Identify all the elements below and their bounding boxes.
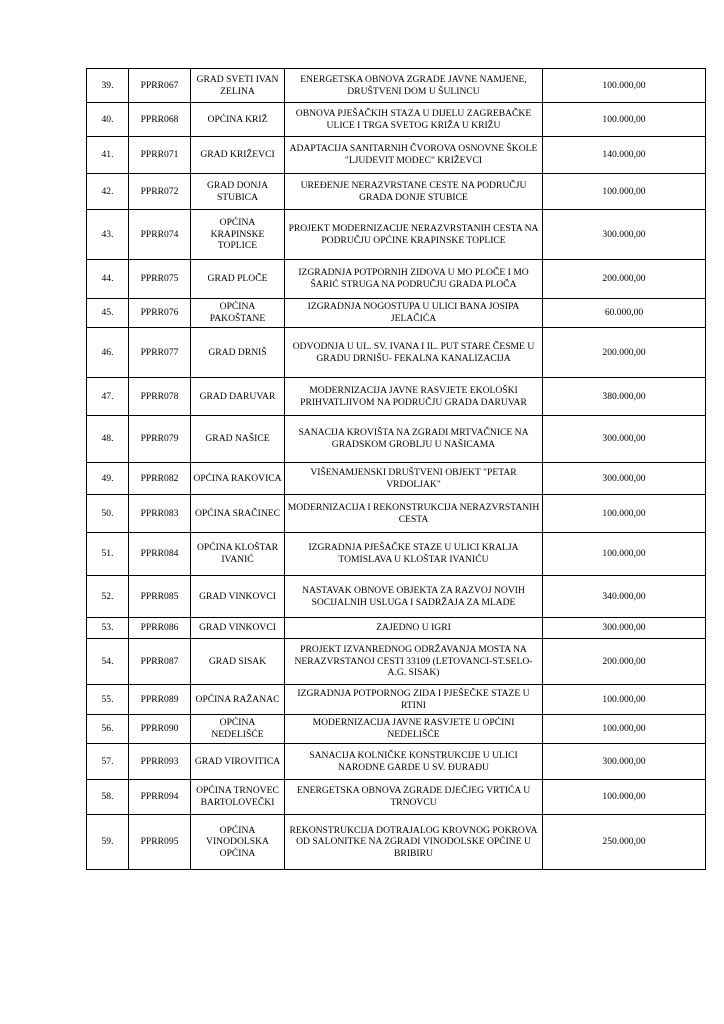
project-title: IZGRADNJA POTPORNOG ZIDA I PJEŠEČKE STAZE U RTINI — [285, 685, 543, 715]
applicant-name: GRAD DRNIŠ — [191, 328, 285, 378]
project-code: PPRR085 — [129, 576, 191, 618]
applicant-name: OPĆINA VINODOLSKA OPĆINA — [191, 815, 285, 870]
row-number: 55. — [87, 685, 129, 715]
amount-value: 200.000,00 — [543, 260, 706, 299]
row-number: 40. — [87, 103, 129, 137]
amount-value: 100.000,00 — [543, 495, 706, 533]
applicant-name: GRAD VINKOVCI — [191, 618, 285, 639]
table-row — [87, 685, 706, 715]
amount-value: 140.000,00 — [543, 137, 706, 174]
table-row — [87, 328, 706, 378]
table-row — [87, 69, 706, 103]
project-title: SANACIJA KROVIŠTA NA ZGRADI MRTVAČNICE NA GRADSKOM GROBLJU U NAŠICAMA — [285, 416, 543, 463]
applicant-name: OPĆINA SRAČINEC — [191, 495, 285, 533]
applicant-name: OPĆINA NEDELIŠĆE — [191, 715, 285, 744]
project-title: IZGRADNJA PJEŠAČKE STAZE U ULICI KRALJA TOMISLAVA U KLOŠTAR IVANIĆU — [285, 533, 543, 576]
project-title: OBNOVA PJEŠAČKIH STAZA U DIJELU ZAGREBAČKE ULICE I TRGA SVETOG KRIŽA U KRIŽU — [285, 103, 543, 137]
project-title: PROJEKT IZVANREDNOG ODRŽAVANJA MOSTA NA NERAZVRSTANOJ CESTI 33109 (LETOVANCI-ST.SELO-A.G. SISAK) — [285, 639, 543, 685]
table-row — [87, 463, 706, 495]
amount-value: 100.000,00 — [543, 174, 706, 210]
project-title: VIŠENAMJENSKI DRUŠTVENI OBJEKT "PETAR VRDOLJAK" — [285, 463, 543, 495]
project-code: PPRR095 — [129, 815, 191, 870]
project-code: PPRR083 — [129, 495, 191, 533]
row-number: 52. — [87, 576, 129, 618]
amount-value: 100.000,00 — [543, 103, 706, 137]
row-number: 51. — [87, 533, 129, 576]
row-number: 43. — [87, 210, 129, 260]
row-number: 57. — [87, 744, 129, 780]
table-row — [87, 174, 706, 210]
applicant-name: OPĆINA KRAPINSKE TOPLICE — [191, 210, 285, 260]
row-number: 39. — [87, 69, 129, 103]
project-title: REKONSTRUKCIJA DOTRAJALOG KROVNOG POKROVA OD SALONITKE NA ZGRADI VINODOLSKE OPĆINE U BRIBIRU — [285, 815, 543, 870]
amount-value: 200.000,00 — [543, 639, 706, 685]
table-row — [87, 533, 706, 576]
row-number: 42. — [87, 174, 129, 210]
table-row — [87, 576, 706, 618]
project-title: ZAJEDNO U IGRI — [285, 618, 543, 639]
table-row — [87, 744, 706, 780]
row-number: 58. — [87, 780, 129, 815]
applicant-name: OPĆINA KLOŠTAR IVANIĆ — [191, 533, 285, 576]
project-title: NASTAVAK OBNOVE OBJEKTA ZA RAZVOJ NOVIH SOCIJALNIH USLUGA I SADRŽAJA ZA MLADE — [285, 576, 543, 618]
table-row — [87, 103, 706, 137]
applicant-name: GRAD SVETI IVAN ZELINA — [191, 69, 285, 103]
amount-value: 300.000,00 — [543, 416, 706, 463]
project-code: PPRR084 — [129, 533, 191, 576]
amount-value: 60.000,00 — [543, 299, 706, 328]
amount-value: 100.000,00 — [543, 780, 706, 815]
amount-value: 300.000,00 — [543, 618, 706, 639]
row-number: 49. — [87, 463, 129, 495]
applicant-name: GRAD SISAK — [191, 639, 285, 685]
row-number: 56. — [87, 715, 129, 744]
applicant-name: GRAD PLOČE — [191, 260, 285, 299]
table-row — [87, 815, 706, 870]
applicant-name: OPĆINA KRIŽ — [191, 103, 285, 137]
applicant-name: GRAD VINKOVCI — [191, 576, 285, 618]
project-code: PPRR094 — [129, 780, 191, 815]
project-title: MODERNIZACIJA JAVNE RASVJETE U OPĆINI NEDELIŠĆE — [285, 715, 543, 744]
project-title: UREĐENJE NERAZVRSTANE CESTE NA PODRUČJU GRADA DONJE STUBICE — [285, 174, 543, 210]
project-code: PPRR090 — [129, 715, 191, 744]
table-row — [87, 780, 706, 815]
applicant-name: GRAD VIROVITICA — [191, 744, 285, 780]
table-body — [87, 69, 706, 870]
project-code: PPRR093 — [129, 744, 191, 780]
table-row — [87, 137, 706, 174]
project-code: PPRR079 — [129, 416, 191, 463]
amount-value: 300.000,00 — [543, 463, 706, 495]
row-number: 54. — [87, 639, 129, 685]
applicant-name: GRAD DARUVAR — [191, 378, 285, 416]
projects-table — [86, 68, 706, 870]
project-title: SANACIJA KOLNIČKE KONSTRUKCIJE U ULICI NARODNE GARDE U SV. ĐURAĐU — [285, 744, 543, 780]
table-row — [87, 260, 706, 299]
amount-value: 340.000,00 — [543, 576, 706, 618]
amount-value: 300.000,00 — [543, 210, 706, 260]
table-row — [87, 639, 706, 685]
row-number: 45. — [87, 299, 129, 328]
table-row — [87, 416, 706, 463]
project-code: PPRR086 — [129, 618, 191, 639]
project-code: PPRR074 — [129, 210, 191, 260]
project-title: PROJEKT MODERNIZACIJE NERAZVRSTANIH CESTA NA PODRUČJU OPĆINE KRAPINSKE TOPLICE — [285, 210, 543, 260]
project-title: IZGRADNJA POTPORNIH ZIDOVA U MO PLOČE I MO ŠARIĆ STRUGA NA PODRUČJU GRADA PLOČA — [285, 260, 543, 299]
project-code: PPRR072 — [129, 174, 191, 210]
project-code: PPRR077 — [129, 328, 191, 378]
applicant-name: OPĆINA TRNOVEC BARTOLOVEČKI — [191, 780, 285, 815]
project-code: PPRR082 — [129, 463, 191, 495]
applicant-name: GRAD KRIŽEVCI — [191, 137, 285, 174]
row-number: 59. — [87, 815, 129, 870]
applicant-name: OPĆINA RAŽANAC — [191, 685, 285, 715]
applicant-name: GRAD NAŠICE — [191, 416, 285, 463]
project-title: MODERNIZACIJA JAVNE RASVJETE EKOLOŠKI PRIHVATLJIVOM NA PODRUČJU GRADA DARUVAR — [285, 378, 543, 416]
table-row — [87, 495, 706, 533]
project-title: ADAPTACIJA SANITARNIH ČVOROVA OSNOVNE ŠKOLE "LJUDEVIT MODEC" KRIŽEVCI — [285, 137, 543, 174]
amount-value: 200.000,00 — [543, 328, 706, 378]
project-title: ENERGETSKA OBNOVA ZGRADE DJEČJEG VRTIĆA U TRNOVCU — [285, 780, 543, 815]
applicant-name: GRAD DONJA STUBICA — [191, 174, 285, 210]
project-code: PPRR068 — [129, 103, 191, 137]
project-code: PPRR076 — [129, 299, 191, 328]
amount-value: 100.000,00 — [543, 69, 706, 103]
row-number: 46. — [87, 328, 129, 378]
applicant-name: OPĆINA RAKOVICA — [191, 463, 285, 495]
project-title: ODVODNJA U UL. SV. IVANA I IL. PUT STARE ČESME U GRADU DRNIŠU- FEKALNA KANALIZACIJA — [285, 328, 543, 378]
amount-value: 100.000,00 — [543, 685, 706, 715]
project-title: IZGRADNJA NOGOSTUPA U ULICI BANA JOSIPA JELAČIĆA — [285, 299, 543, 328]
amount-value: 100.000,00 — [543, 533, 706, 576]
project-code: PPRR071 — [129, 137, 191, 174]
project-code: PPRR089 — [129, 685, 191, 715]
table-row — [87, 378, 706, 416]
project-title: MODERNIZACIJA I REKONSTRUKCIJA NERAZVRSTANIH CESTA — [285, 495, 543, 533]
amount-value: 250.000,00 — [543, 815, 706, 870]
table-row — [87, 210, 706, 260]
row-number: 41. — [87, 137, 129, 174]
table-row — [87, 715, 706, 744]
amount-value: 380.000,00 — [543, 378, 706, 416]
row-number: 53. — [87, 618, 129, 639]
applicant-name: OPĆINA PAKOŠTANE — [191, 299, 285, 328]
row-number: 48. — [87, 416, 129, 463]
row-number: 47. — [87, 378, 129, 416]
table-row — [87, 618, 706, 639]
project-code: PPRR067 — [129, 69, 191, 103]
project-code: PPRR078 — [129, 378, 191, 416]
project-code: PPRR075 — [129, 260, 191, 299]
project-code: PPRR087 — [129, 639, 191, 685]
row-number: 50. — [87, 495, 129, 533]
project-title: ENERGETSKA OBNOVA ZGRADE JAVNE NAMJENE, DRUŠTVENI DOM U ŠULINCU — [285, 69, 543, 103]
row-number: 44. — [87, 260, 129, 299]
table-row — [87, 299, 706, 328]
amount-value: 100.000,00 — [543, 715, 706, 744]
amount-value: 300.000,00 — [543, 744, 706, 780]
